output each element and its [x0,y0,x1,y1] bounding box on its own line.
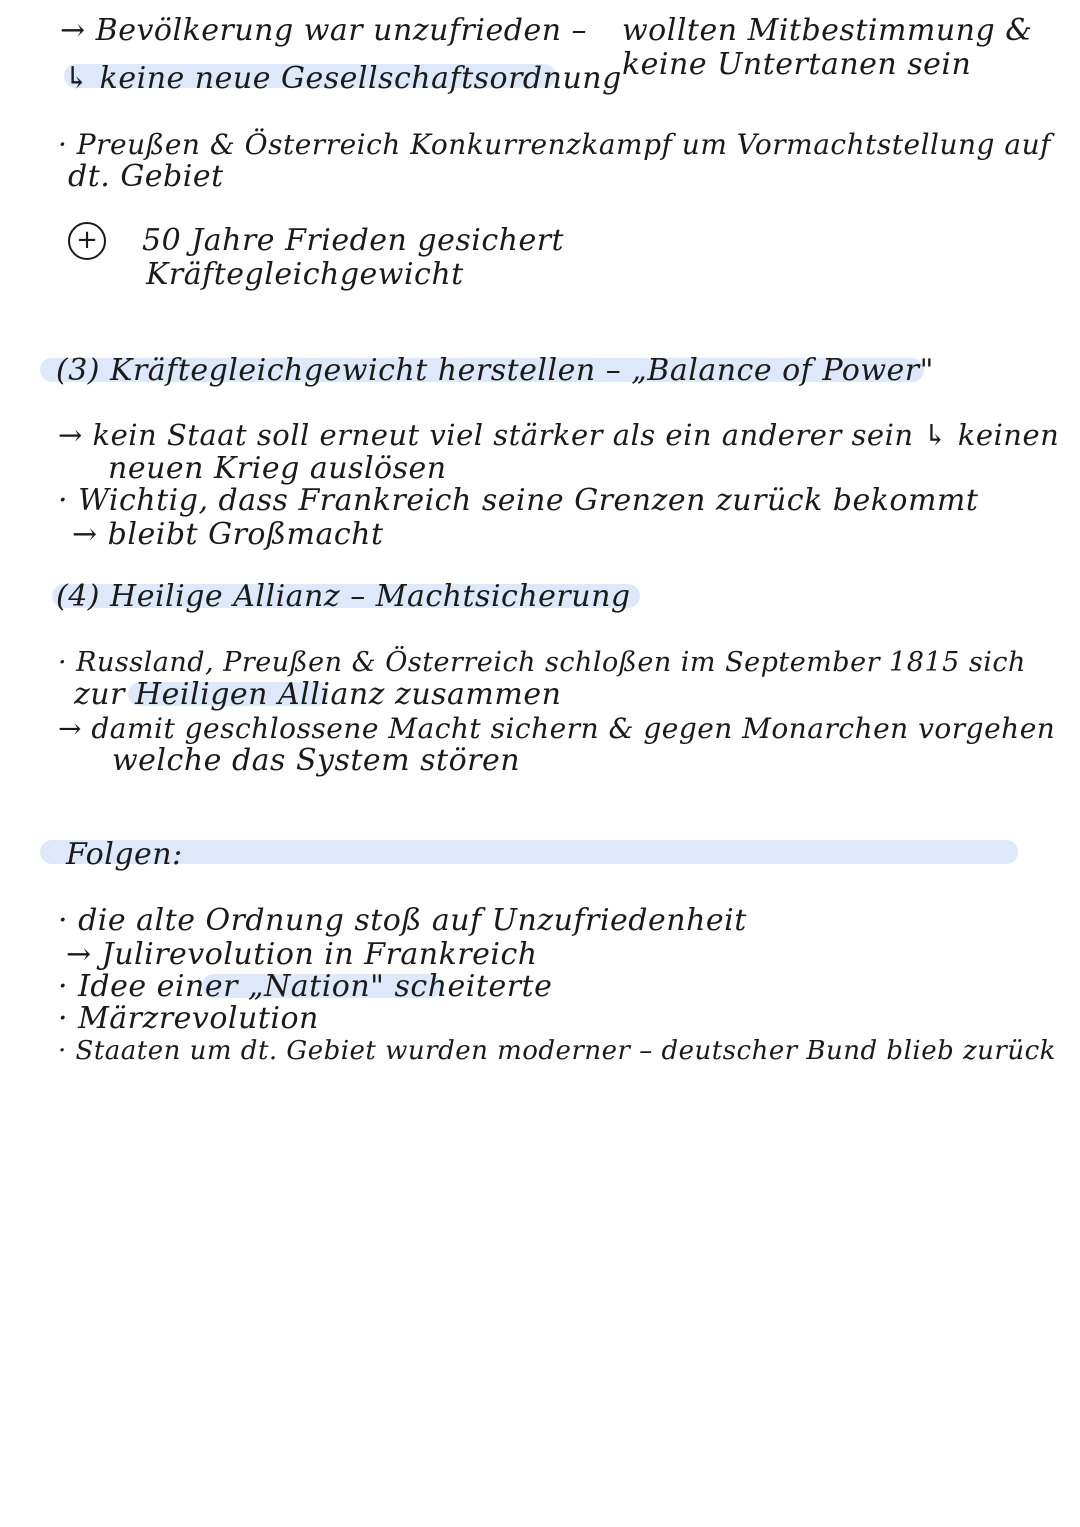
list-item: · die alte Ordnung stoß auf Unzufriedenheit [58,903,747,938]
section4-heading: (4) Heilige Allianz – Machtsicherung [56,579,631,614]
text-line: welche das System stören [112,743,521,778]
text-line: ↳ keine neue Gesellschaftsordnung [64,61,622,96]
text-line: → damit geschlossene Macht sichern & gegen Monarchen vorgehen [58,712,1056,745]
text-line: Kräftegleichgewicht [146,257,464,292]
text-line: · Preußen & Österreich Konkurrenzkampf um Vormachtstellung auf [58,128,1051,161]
text-line: zur Heiligen Allianz zusammen [74,677,562,712]
text-line: dt. Gebiet [68,159,224,194]
text-line: · Wichtig, dass Frankreich seine Grenzen zurück bekommt [58,483,979,518]
list-item: · Staaten um dt. Gebiet wurden moderner – deutscher Bund blieb zurück [58,1036,1056,1066]
text-line: → kein Staat soll erneut viel stärker als ein anderer sein ↳ keinen [58,418,1060,452]
text-line: → bleibt Großmacht [72,517,384,552]
plus-icon: + [68,222,106,260]
list-item: · Idee einer „Nation" scheiterte [58,969,553,1004]
list-item: · Märzrevolution [58,1001,319,1036]
text-line: · Russland, Preußen & Österreich schloßen im September 1815 sich [58,647,1026,678]
text-line: 50 Jahre Frieden gesichert [142,223,565,258]
text-line: neuen Krieg auslösen [108,451,447,486]
list-item: → Julirevolution in Frankreich [66,937,538,972]
text-line: wollten Mitbestimmung & [622,13,1033,48]
text-line: → Bevölkerung war unzufrieden – [60,13,588,48]
section3-heading: (3) Kräftegleichgewicht herstellen – „Balance of Power" [56,353,934,388]
text-line: keine Untertanen sein [622,47,972,82]
highlight-folgen-heading [40,840,1018,864]
folgen-heading: Folgen: [66,837,183,872]
